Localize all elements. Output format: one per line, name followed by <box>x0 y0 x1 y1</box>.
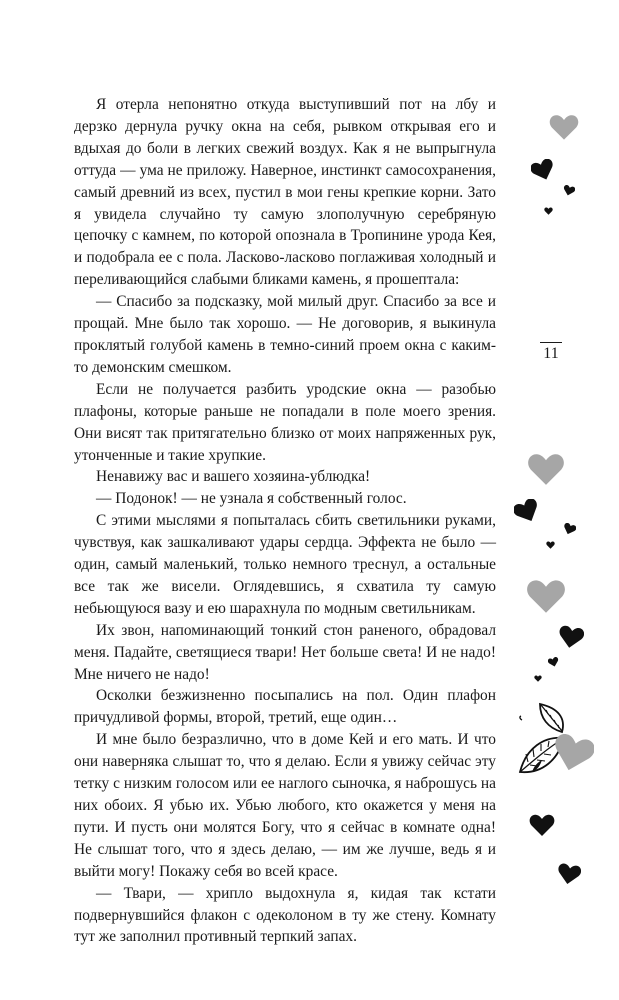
heart-icon <box>563 523 576 535</box>
page-number: 11 <box>540 342 562 363</box>
paragraph: — Спасибо за подсказку, мой милый друг. Спасибо за все и прощай. Мне было так хорошо. — Не договорив, я выкинула проклятый голубой камень в темно-синий проем окна с каким-то демонским смешком. <box>74 293 496 376</box>
paragraph: Ненавижу вас и вашего хозяина-ублюдка! <box>96 468 371 486</box>
paragraph: — Твари, — хрипло выдохнула я, кидая так кстати подвернувшийся флакон с одеколоном в ту же стену. Комнату тут же заполнил противный терпкий запах. <box>74 884 496 946</box>
paragraph: — Подонок! — не узнала я собственный голос. <box>96 490 407 508</box>
heart-icon <box>563 185 575 196</box>
heart-icon <box>549 113 579 141</box>
page-text <box>74 94 496 948</box>
heart-icon <box>526 578 566 614</box>
paragraph: Я отерла непонятно откуда выступивший пот на лбу и дерзко дернула ручку окна на себя, рывком открывая его и вдыхая до боли в легких свежий воздух. Как я не выпрыгнула оттуда — ума не приложу. Наверное, инстинкт самосохранения, самый древний из всех, пустил в мои гены крепкие корни. Зато я увидела случайно ту самую злополучную серебряную цепочку с камнем, по которой опознала в Тропинине урода Кея, и подобрала ее с пола. Ласково-ласково поглаживая холодный и переливающийся слабыми бликами камень, я прошептала: <box>74 96 496 289</box>
heart-icon <box>531 159 555 181</box>
paragraph: Если не получается разбить уродские окна — разобью плафоны, которые раньше не попадали в поле моего зрения. Они висят так притягательно близко от моих напряженных рук, утонченные и такие хрупкие. <box>74 380 496 464</box>
heart-icon <box>557 863 581 885</box>
heart-icon <box>529 813 555 837</box>
paragraph: И мне было безразлично, что в доме Кей и его мать. И что они наверняка слышат то, что я делаю. Если я увижу сейчас эту тетку с низким голосом или ее наглого сыночка, я наброшусь на них обоих. Я убью их. Убью любого, кто окажется у меня на пути. И пусть они молятся Богу, что я сейчас в комнате одна! Не слышат того, что я здесь делаю, — им же лучше, ведь я и выйти могу! Покажу себя во всей красе. <box>74 731 496 880</box>
heart-icon <box>552 733 594 773</box>
heart-icon <box>548 657 559 667</box>
heart-icon <box>546 541 555 549</box>
heart-icon <box>544 207 553 215</box>
paragraph: Осколки безжизненно посыпались на пол. Один плафон причудливой формы, второй, третий, еще один… <box>74 687 496 727</box>
paragraph: С этими мыслями я попыталась сбить светильники руками, чувствуя, как зашкаливают удары сердца. Эффекта не было — один, самый маленький, только немного треснул, а остальные все так же висели. Оглядевшись, я схватила ту самую небьющуюся вазу и ею шарахнула по модным светильникам. <box>74 512 496 617</box>
heart-icon <box>558 625 584 649</box>
heart-icon <box>514 499 540 523</box>
heart-icon <box>534 675 542 682</box>
paragraph: Их звон, напоминающий тонкий стон раненого, обрадовал меня. Падайте, светящиеся твари! Нет больше света! И не надо! Мне ничего не надо! <box>74 621 496 683</box>
heart-icon <box>527 452 565 486</box>
